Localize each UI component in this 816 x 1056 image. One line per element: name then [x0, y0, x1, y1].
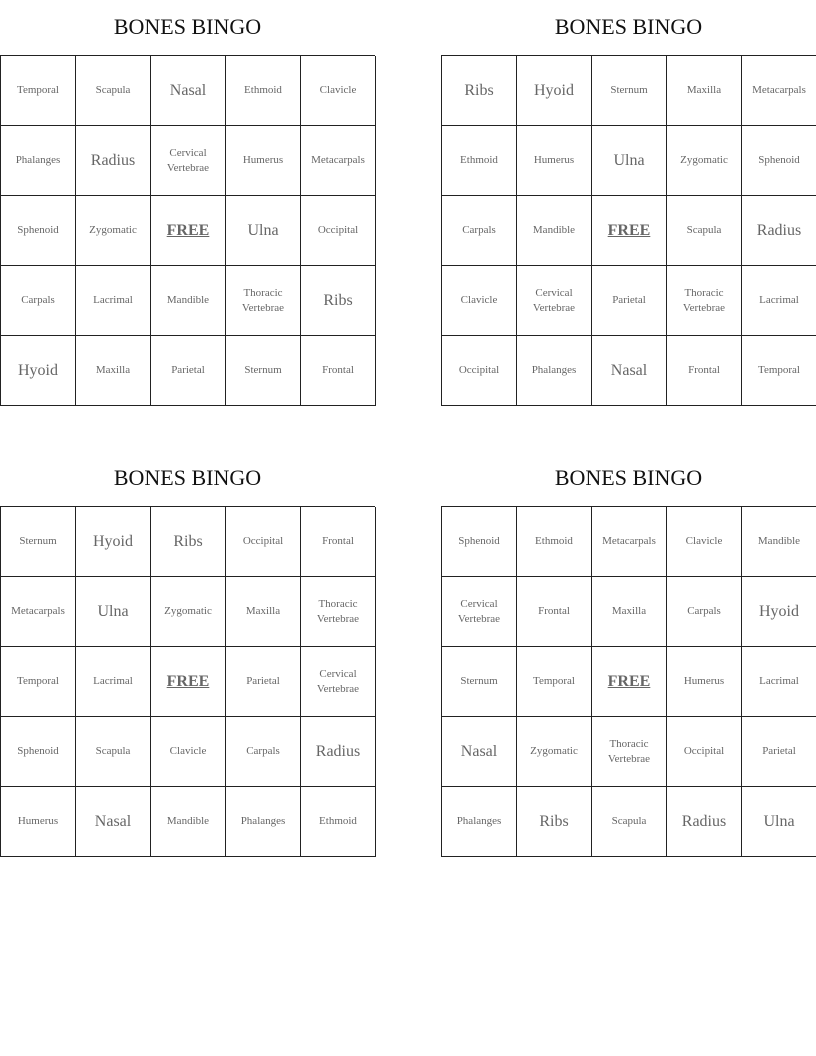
card-title: BONES BINGO [554, 465, 703, 490]
bingo-cell: Mandible [517, 196, 592, 266]
free-space: FREE [151, 647, 226, 717]
bingo-grid [441, 55, 816, 406]
bingo-cell: Ethmoid [301, 787, 376, 857]
bingo-cell: Metacarpals [301, 126, 376, 196]
bingo-cell: Nasal [592, 336, 667, 406]
bingo-cell: Occipital [226, 507, 301, 577]
bingo-cell: Ribs [442, 56, 517, 126]
bingo-cell: Cervical Vertebrae [442, 577, 517, 647]
bingo-cell: Mandible [151, 266, 226, 336]
bingo-cell: Parietal [742, 717, 816, 787]
bingo-cell: Clavicle [667, 507, 742, 577]
bingo-cell: Ulna [226, 196, 301, 266]
bingo-cell: Hyoid [742, 577, 816, 647]
bingo-cell: Frontal [301, 507, 376, 577]
bingo-cell: Parietal [151, 336, 226, 406]
bingo-cell: Clavicle [442, 266, 517, 336]
bingo-cell: Thoracic Vertebrae [592, 717, 667, 787]
bingo-cell: Temporal [517, 647, 592, 717]
bingo-cell: Metacarpals [592, 507, 667, 577]
bingo-cell: Mandible [151, 787, 226, 857]
bingo-cell: Occipital [442, 336, 517, 406]
bingo-cell: Scapula [76, 56, 151, 126]
bingo-grid [0, 506, 375, 857]
bingo-cell: Lacrimal [742, 266, 816, 336]
bingo-cell: Lacrimal [76, 266, 151, 336]
bingo-cell: Ethmoid [517, 507, 592, 577]
bingo-cell: Temporal [742, 336, 816, 406]
bingo-cell: Thoracic Vertebrae [226, 266, 301, 336]
bingo-cell: Humerus [517, 126, 592, 196]
bingo-cell: Zygomatic [76, 196, 151, 266]
bingo-card-1 [0, 0, 375, 406]
bingo-cell: Ulna [742, 787, 816, 857]
bingo-cell: Scapula [592, 787, 667, 857]
bingo-card-2 [441, 0, 816, 406]
bingo-cell: Sphenoid [742, 126, 816, 196]
bingo-cell: Ethmoid [226, 56, 301, 126]
bingo-cell: Parietal [592, 266, 667, 336]
bingo-cell: Humerus [1, 787, 76, 857]
bingo-cell: Sphenoid [1, 717, 76, 787]
card-title: BONES BINGO [113, 465, 262, 490]
bingo-cell: Sternum [592, 56, 667, 126]
bingo-grid [0, 55, 375, 406]
bingo-cell: Maxilla [226, 577, 301, 647]
card-title: BONES BINGO [554, 14, 703, 39]
bingo-cell: Cervical Vertebrae [301, 647, 376, 717]
bingo-grid [441, 506, 816, 857]
bingo-cell: Phalanges [442, 787, 517, 857]
bingo-cell: Hyoid [1, 336, 76, 406]
bingo-cell: Thoracic Vertebrae [301, 577, 376, 647]
bingo-cell: Ribs [517, 787, 592, 857]
bingo-cell: Carpals [226, 717, 301, 787]
bingo-cell: Phalanges [1, 126, 76, 196]
free-space: FREE [151, 196, 226, 266]
bingo-card-3 [0, 451, 375, 857]
bingo-cell: Nasal [76, 787, 151, 857]
bingo-cell: Maxilla [76, 336, 151, 406]
bingo-cell: Sphenoid [1, 196, 76, 266]
bingo-cell: Zygomatic [667, 126, 742, 196]
bingo-cell: Radius [76, 126, 151, 196]
bingo-cell: Hyoid [517, 56, 592, 126]
bingo-cell: Thoracic Vertebrae [667, 266, 742, 336]
bingo-cell: Maxilla [667, 56, 742, 126]
bingo-cell: Nasal [442, 717, 517, 787]
free-space: FREE [592, 647, 667, 717]
bingo-cell: Temporal [1, 647, 76, 717]
bingo-cell: Humerus [226, 126, 301, 196]
bingo-cell: Ribs [151, 507, 226, 577]
bingo-cell: Sternum [226, 336, 301, 406]
bingo-cell: Ethmoid [442, 126, 517, 196]
bingo-cell: Clavicle [301, 56, 376, 126]
bingo-cell: Sphenoid [442, 507, 517, 577]
bingo-cell: Nasal [151, 56, 226, 126]
bingo-cell: Mandible [742, 507, 816, 577]
bingo-cell: Cervical Vertebrae [517, 266, 592, 336]
bingo-cell: Sternum [1, 507, 76, 577]
bingo-cell: Clavicle [151, 717, 226, 787]
bingo-cell: Carpals [1, 266, 76, 336]
bingo-cell: Metacarpals [1, 577, 76, 647]
bingo-cell: Carpals [667, 577, 742, 647]
bingo-cell: Scapula [76, 717, 151, 787]
bingo-cell: Zygomatic [151, 577, 226, 647]
bingo-cell: Temporal [1, 56, 76, 126]
bingo-cell: Humerus [667, 647, 742, 717]
bingo-cell: Radius [742, 196, 816, 266]
bingo-cell: Carpals [442, 196, 517, 266]
bingo-cell: Frontal [517, 577, 592, 647]
bingo-cell: Lacrimal [742, 647, 816, 717]
bingo-cell: Sternum [442, 647, 517, 717]
bingo-cell: Frontal [667, 336, 742, 406]
bingo-card-4 [441, 451, 816, 857]
card-title: BONES BINGO [113, 14, 262, 39]
bingo-cell: Occipital [667, 717, 742, 787]
bingo-cell: Ulna [592, 126, 667, 196]
bingo-cell: Scapula [667, 196, 742, 266]
bingo-cell: Phalanges [517, 336, 592, 406]
bingo-cell: Occipital [301, 196, 376, 266]
bingo-cell: Frontal [301, 336, 376, 406]
bingo-cell: Radius [301, 717, 376, 787]
free-space: FREE [592, 196, 667, 266]
bingo-cell: Radius [667, 787, 742, 857]
bingo-cell: Parietal [226, 647, 301, 717]
bingo-cell: Maxilla [592, 577, 667, 647]
bingo-cell: Phalanges [226, 787, 301, 857]
bingo-cell: Zygomatic [517, 717, 592, 787]
bingo-cell: Ribs [301, 266, 376, 336]
bingo-cell: Metacarpals [742, 56, 816, 126]
bingo-cell: Ulna [76, 577, 151, 647]
bingo-cell: Cervical Vertebrae [151, 126, 226, 196]
bingo-cell: Hyoid [76, 507, 151, 577]
bingo-cell: Lacrimal [76, 647, 151, 717]
